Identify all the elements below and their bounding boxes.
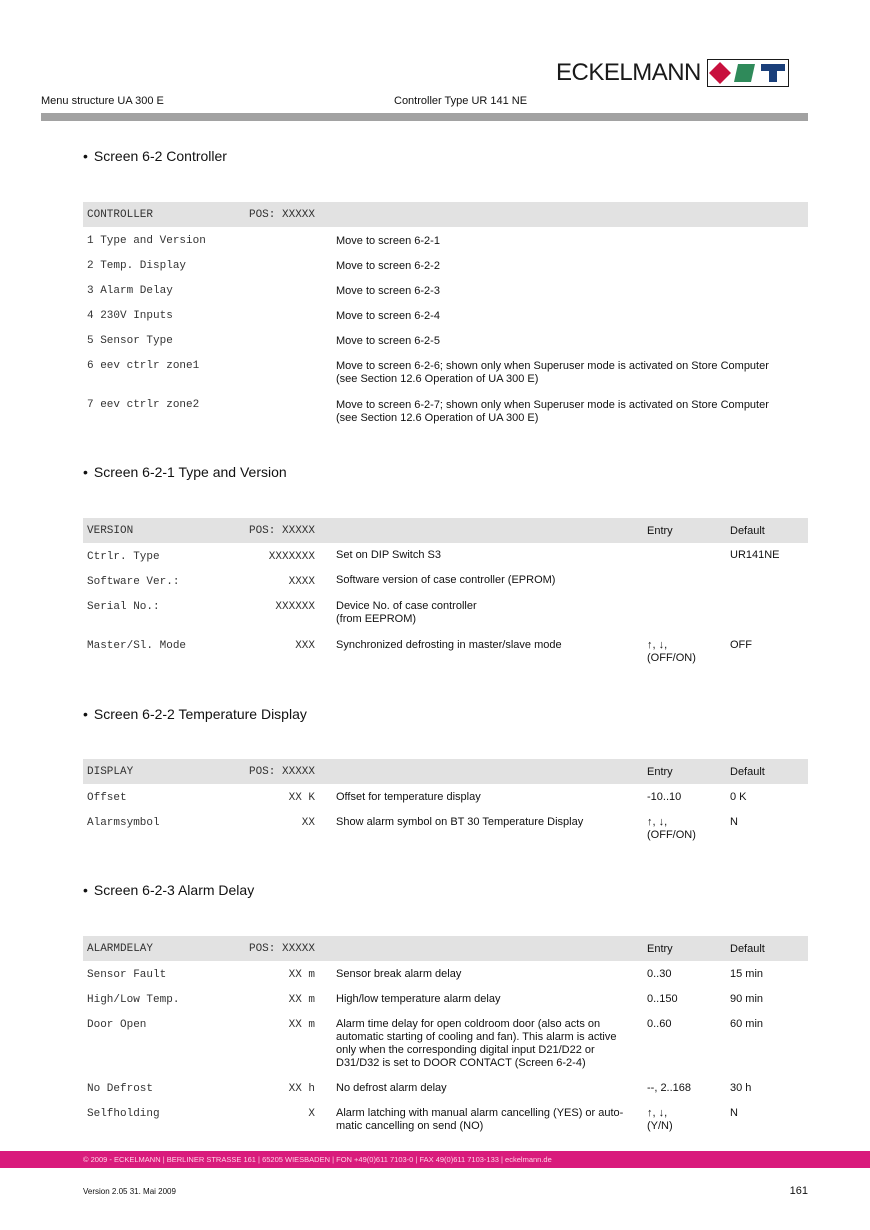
menu-item-name: 6 eev ctrlr zone1 bbox=[87, 360, 200, 372]
param-entry-line2: (OFF/ON) bbox=[647, 829, 696, 841]
param-default: UR141NE bbox=[730, 549, 780, 561]
bullet: • bbox=[83, 706, 88, 722]
param-desc-line2: (from EEPROM) bbox=[336, 613, 417, 625]
page-number: 161 bbox=[789, 1185, 808, 1197]
param-desc: Alarm time delay for open coldroom door (also acts on bbox=[336, 1018, 601, 1030]
menu-item-name: 7 eev ctrlr zone2 bbox=[87, 399, 200, 411]
param-value: XX m bbox=[288, 1019, 315, 1031]
param-entry: ↑, ↓, bbox=[647, 639, 668, 651]
eckelmann-logo-icon bbox=[707, 59, 789, 87]
param-entry: --, 2..168 bbox=[647, 1082, 692, 1094]
param-desc: Synchronized defrosting in master/slave mode bbox=[336, 639, 562, 651]
param-value: XX bbox=[301, 817, 315, 829]
param-name: No Defrost bbox=[87, 1083, 154, 1095]
table-header-default: Default bbox=[730, 766, 765, 778]
company-logo bbox=[556, 58, 789, 88]
param-value: XXXXXX bbox=[275, 601, 315, 613]
menu-item-desc: Move to screen 6-2-5 bbox=[336, 335, 440, 347]
param-entry: ↑, ↓, bbox=[647, 816, 668, 828]
section-title bbox=[83, 148, 227, 164]
param-default: OFF bbox=[730, 639, 752, 651]
menu-item-desc: Move to screen 6-2-2 bbox=[336, 260, 440, 272]
param-default: 60 min bbox=[730, 1018, 764, 1030]
section-title-text: Screen 6-2-2 Temperature Display bbox=[93, 706, 307, 722]
param-desc: No defrost alarm delay bbox=[336, 1082, 447, 1094]
param-desc-line3: only when the corresponding digital input D21/D22 or bbox=[336, 1044, 595, 1056]
table-header-entry: Entry bbox=[647, 943, 673, 955]
param-name: Serial No.: bbox=[87, 601, 160, 613]
footer-company-info: © 2009 - ECKELMANN | BERLINER STRASSE 161 | 65205 WIESBADEN | FON +49(0)611 7103-0 | FAX 49(0)611 7103-133 | eckelmann.de bbox=[83, 1155, 552, 1164]
header-doc-title: Menu structure UA 300 E bbox=[41, 95, 164, 107]
document-version: Version 2.05 31. Mai 2009 bbox=[83, 1187, 176, 1196]
section-title bbox=[83, 706, 307, 722]
menu-item-desc-line2: (see Section 12.6 Operation of UA 300 E) bbox=[336, 412, 539, 424]
param-entry: 0..30 bbox=[647, 968, 672, 980]
table-header-entry: Entry bbox=[647, 525, 673, 537]
table-header-pos: POS: XXXXX bbox=[248, 209, 315, 221]
param-desc: Show alarm symbol on BT 30 Temperature Display bbox=[336, 816, 584, 828]
menu-item-desc: Move to screen 6-2-7; shown only when Superuser mode is activated on Store Computer bbox=[336, 399, 769, 411]
param-desc: High/low temperature alarm delay bbox=[336, 993, 501, 1005]
param-entry: -10..10 bbox=[647, 791, 682, 803]
section-title-text: Screen 6-2 Controller bbox=[93, 148, 227, 164]
param-default: N bbox=[730, 816, 738, 828]
param-default: 0 K bbox=[730, 791, 747, 803]
param-default: 15 min bbox=[730, 968, 764, 980]
header-controller-type: Controller Type UR 141 NE bbox=[394, 95, 528, 107]
menu-item-desc: Move to screen 6-2-4 bbox=[336, 310, 440, 322]
menu-item-name: 5 Sensor Type bbox=[87, 335, 173, 347]
param-default: 30 h bbox=[730, 1082, 752, 1094]
table-header-name: DISPLAY bbox=[87, 766, 134, 778]
logo-text: ECKELMANN bbox=[556, 59, 701, 86]
param-value: XXXX bbox=[288, 576, 315, 588]
table-header bbox=[83, 936, 808, 961]
param-name: Offset bbox=[87, 792, 127, 804]
param-value: XX m bbox=[288, 969, 315, 981]
menu-item-name: 3 Alarm Delay bbox=[87, 285, 173, 297]
param-name: High/Low Temp. bbox=[87, 994, 180, 1006]
param-value: X bbox=[308, 1108, 315, 1120]
table-header bbox=[83, 202, 808, 227]
menu-item-name: 2 Temp. Display bbox=[87, 260, 187, 272]
table-header-pos: POS: XXXXX bbox=[248, 525, 315, 537]
table-header-name: CONTROLLER bbox=[87, 209, 154, 221]
param-desc: Set on DIP Switch S3 bbox=[336, 549, 441, 561]
param-desc: Alarm latching with manual alarm cancelling (YES) or auto- bbox=[336, 1107, 624, 1119]
param-desc-line2: matic cancelling on send (NO) bbox=[336, 1120, 484, 1132]
section-title bbox=[83, 882, 254, 898]
table-header-name: ALARMDELAY bbox=[87, 943, 154, 955]
table-header-default: Default bbox=[730, 943, 765, 955]
param-name: Selfholding bbox=[87, 1108, 160, 1120]
param-name: Sensor Fault bbox=[87, 969, 167, 981]
header-divider bbox=[41, 113, 808, 121]
param-default: N bbox=[730, 1107, 738, 1119]
menu-item-desc: Move to screen 6-2-1 bbox=[336, 235, 440, 247]
bullet: • bbox=[83, 882, 88, 898]
bullet: • bbox=[83, 464, 88, 480]
table-header-name: VERSION bbox=[87, 525, 134, 537]
param-value: XX K bbox=[288, 792, 315, 804]
section-title-text: Screen 6-2-1 Type and Version bbox=[93, 464, 287, 480]
menu-item-desc: Move to screen 6-2-3 bbox=[336, 285, 440, 297]
menu-item-name: 4 230V Inputs bbox=[87, 310, 173, 322]
menu-item-desc-line2: (see Section 12.6 Operation of UA 300 E) bbox=[336, 373, 539, 385]
table-header-entry: Entry bbox=[647, 766, 673, 778]
param-value: XX h bbox=[288, 1083, 315, 1095]
section-title-text: Screen 6-2-3 Alarm Delay bbox=[93, 882, 255, 898]
param-entry: 0..150 bbox=[647, 993, 678, 1005]
param-entry-line2: (Y/N) bbox=[647, 1120, 673, 1132]
param-value: XX m bbox=[288, 994, 315, 1006]
param-name: Ctrlr. Type bbox=[87, 551, 160, 563]
table-header bbox=[83, 518, 808, 543]
param-entry: 0..60 bbox=[647, 1018, 672, 1030]
param-default: 90 min bbox=[730, 993, 764, 1005]
param-value: XXXXXXX bbox=[268, 551, 315, 563]
param-name: Alarmsymbol bbox=[87, 817, 160, 829]
param-desc-line2: automatic starting of cooling and fan). This alarm is active bbox=[336, 1031, 617, 1043]
table-header bbox=[83, 759, 808, 784]
menu-item-desc: Move to screen 6-2-6; shown only when Superuser mode is activated on Store Computer bbox=[336, 360, 769, 372]
param-desc-line4: D31/D32 is set to DOOR CONTACT (Screen 6-2-4) bbox=[336, 1057, 586, 1069]
param-entry-line2: (OFF/ON) bbox=[647, 652, 696, 664]
param-desc: Sensor break alarm delay bbox=[336, 968, 462, 980]
param-name: Software Ver.: bbox=[87, 576, 180, 588]
param-name: Master/Sl. Mode bbox=[87, 640, 187, 652]
menu-item-name: 1 Type and Version bbox=[87, 235, 206, 247]
table-header-default: Default bbox=[730, 525, 765, 537]
section-title bbox=[83, 464, 287, 480]
param-desc: Device No. of case controller bbox=[336, 600, 477, 612]
param-value: XXX bbox=[295, 640, 315, 652]
param-entry: ↑, ↓, bbox=[647, 1107, 668, 1119]
table-header-pos: POS: XXXXX bbox=[248, 943, 315, 955]
param-desc: Software version of case controller (EPROM) bbox=[336, 574, 556, 586]
param-name: Door Open bbox=[87, 1019, 147, 1031]
table-header-pos: POS: XXXXX bbox=[248, 766, 315, 778]
bullet: • bbox=[83, 148, 88, 164]
param-desc: Offset for temperature display bbox=[336, 791, 481, 803]
